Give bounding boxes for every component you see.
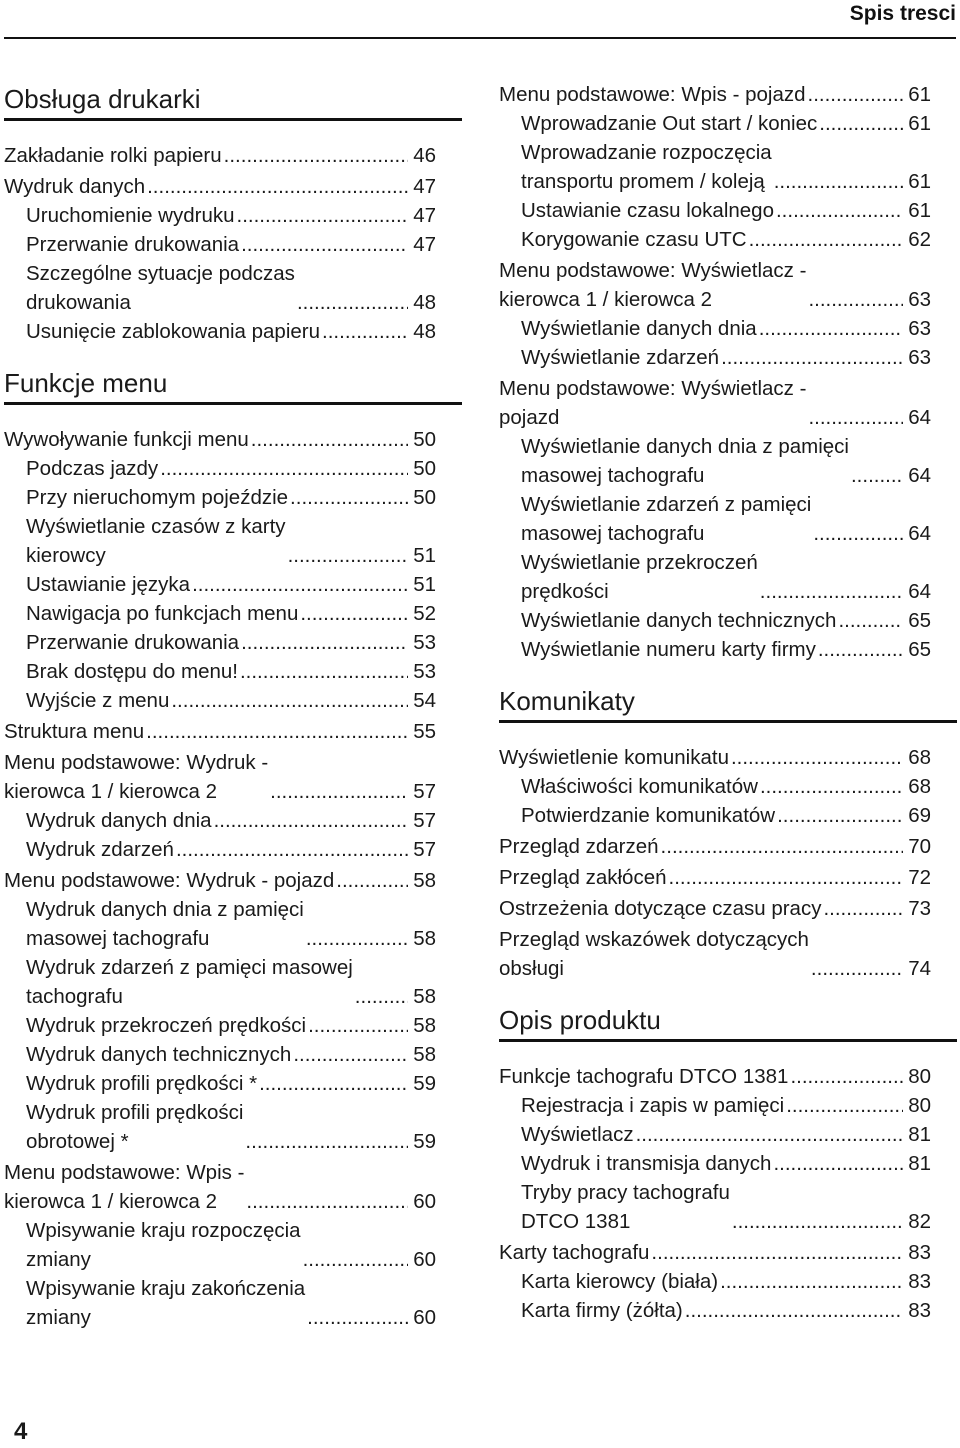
toc-entry-page: 64 [908,522,931,545]
toc-entry-title: Brak dostępu do menu! [26,660,238,683]
toc-entry[interactable] [499,225,931,254]
toc-entry-title: Przerwanie drukowania [26,233,240,256]
toc-entry-page: 47 [413,204,436,227]
dot-leader [813,519,903,548]
dot-leader [669,863,903,892]
dot-leader [192,570,408,599]
dot-leader [720,1267,903,1296]
toc-entry[interactable] [4,454,436,483]
toc-entry-page: 58 [413,1014,436,1037]
toc-entry-page: 73 [908,897,931,920]
toc-section [4,364,436,1332]
toc-entry[interactable] [499,548,931,606]
dot-leader [245,1127,408,1156]
dot-leader [224,141,408,170]
toc-entry[interactable] [499,925,931,983]
toc-entry[interactable] [499,1149,931,1178]
toc-entry[interactable] [499,635,931,664]
toc-entry[interactable] [4,835,436,864]
toc-entry-title: Wyświetlanie zdarzeń [521,346,720,369]
dot-leader [811,954,903,983]
dot-leader [293,1040,408,1069]
toc-entry-title: Usunięcie zablokowania papieru [26,320,321,343]
toc-entry[interactable] [4,1274,436,1332]
toc-entry[interactable] [4,628,436,657]
toc-entry-page: 52 [413,602,436,625]
dot-leader [651,1238,903,1267]
dot-leader [636,1120,903,1149]
toc-entry-title: Karta firmy (żółta) [521,1299,683,1322]
toc-entry-page: 50 [413,457,436,480]
toc-entry-page: 46 [413,144,436,167]
dot-leader [838,606,903,635]
dot-leader [355,982,408,1011]
toc-entry-page: 80 [908,1065,931,1088]
toc-entry-title: Tryby pracy tachografu DTCO 1381 [521,1181,730,1233]
toc-entry[interactable] [4,748,436,806]
toc-section [499,682,931,983]
toc-entry-page: 81 [908,1123,931,1146]
dot-leader [760,577,903,606]
toc-entry[interactable] [4,717,436,746]
toc-entry-page: 61 [908,170,931,193]
dot-leader [777,801,903,830]
toc-entry-title: Wyświetlacz [521,1123,634,1146]
toc-entry[interactable] [499,1120,931,1149]
dot-leader [732,1207,903,1236]
toc-section [499,1001,931,1325]
dot-leader [721,343,903,372]
toc-entry[interactable] [4,483,436,512]
toc-entry-page: 57 [413,780,436,803]
toc-entry-title: Wprowadzanie rozpoczęcia transportu promem / koleją [521,141,772,193]
toc-entry-title: Menu podstawowe: Wpis - pojazd [499,83,806,106]
toc-entry-page: 63 [908,317,931,340]
toc-entry-page: 51 [413,573,436,596]
toc-entry-page: 64 [908,464,931,487]
toc-entry-title: Korygowanie czasu UTC [521,228,747,251]
dot-leader [297,288,408,317]
toc-entry-page: 74 [908,957,931,980]
toc-entry-page: 58 [413,869,436,892]
toc-entry-title: Struktura menu [4,720,145,743]
toc-entry[interactable] [499,863,931,892]
dot-leader [819,109,903,138]
toc-entry-page: 54 [413,689,436,712]
toc-entry-page: 83 [908,1241,931,1264]
toc-entry[interactable] [4,317,436,346]
toc-entry-title: Przegląd wskazówek dotyczących obsługi [499,928,809,980]
toc-entry-title: Ostrzeżenia dotyczące czasu pracy [499,897,822,920]
toc-entry-page: 50 [413,428,436,451]
toc-entry-page: 47 [413,233,436,256]
toc-entry-page: 64 [908,406,931,429]
toc-entry-page: 68 [908,775,931,798]
toc-entry-title: Wydruk profili prędkości * [26,1072,258,1095]
toc-entry[interactable] [4,512,436,570]
toc-entry-title: Wywoływanie funkcji menu [4,428,249,451]
toc-entry-title: Karta kierowcy (biała) [521,1270,719,1293]
toc-entry-title: Wydruk danych dnia [26,809,212,832]
toc-entry-title: Wyświetlanie przekroczeń prędkości [521,551,758,603]
toc-entry[interactable] [4,1216,436,1274]
header-rule [4,37,956,39]
toc-entry[interactable] [499,894,931,923]
toc-entry-page: 81 [908,1152,931,1175]
toc-entry-title: Rejestracja i zapis w pamięci [521,1094,785,1117]
toc-entry-page: 48 [413,291,436,314]
toc-entry-page: 62 [908,228,931,251]
toc-entry-title: Przegląd zdarzeń [499,835,659,858]
toc-entry-title: Karty tachografu [499,1241,650,1264]
toc-entry-title: Wydruk zdarzeń [26,838,174,861]
dot-leader [237,201,408,230]
dot-leader [760,772,903,801]
toc-entry[interactable] [4,570,436,599]
dot-leader [160,454,408,483]
dot-leader [818,635,903,664]
toc-entry[interactable] [499,606,931,635]
toc-entry-title: Wydruk profili prędkości obrotowej * [26,1101,244,1153]
toc-entry-title: Wyświetlanie zdarzeń z pamięci masowej tachografu [521,493,812,545]
toc-entry-title: Przerwanie drukowania [26,631,240,654]
toc-entry-page: 65 [908,638,931,661]
toc-entry[interactable] [4,230,436,259]
toc-entry-title: Wyświetlanie danych dnia [521,317,757,340]
dot-leader [290,483,408,512]
toc-entry[interactable] [499,1238,931,1267]
dot-leader [308,1011,408,1040]
dot-leader [300,599,408,628]
toc-entry-page: 61 [908,199,931,222]
toc-entry[interactable] [499,832,931,861]
dot-leader [773,1149,903,1178]
toc-entry[interactable] [4,599,436,628]
toc-entry[interactable] [499,1062,931,1091]
toc-entry[interactable] [499,772,931,801]
toc-entry-page: 68 [908,746,931,769]
toc-entry-title: Przy nieruchomym pojeździe [26,486,289,509]
dot-leader [685,1296,903,1325]
dot-leader [176,835,408,864]
dot-leader [790,1062,903,1091]
dot-leader [214,806,408,835]
toc-entry-title: Funkcje tachografu DTCO 1381 [499,1065,789,1088]
toc-entry-page: 60 [413,1248,436,1271]
toc-entry-title: Wpisywanie kraju zakończenia zmiany [26,1277,306,1329]
toc-entry[interactable] [499,343,931,372]
toc-section [499,80,931,664]
toc-column-right [499,80,931,1325]
section-heading: Opis produktu [499,1001,957,1042]
dot-leader [731,743,903,772]
toc-entry-title: Wyświetlenie komunikatu [499,746,729,769]
toc-entry-page: 57 [413,838,436,861]
dot-leader [147,172,408,201]
toc-entry-page: 80 [908,1094,931,1117]
toc-entry-title: Podczas jazdy [26,457,159,480]
toc-entry[interactable] [4,686,436,715]
toc-entry-page: 82 [908,1210,931,1233]
toc-entry-page: 61 [908,112,931,135]
toc-entry-page: 57 [413,809,436,832]
dot-leader [808,285,903,314]
toc-entry[interactable] [4,1069,436,1098]
toc-entry-title: Menu podstawowe: Wyświetlacz - pojazd [499,377,807,429]
toc-entry-title: Wyświetlanie czasów z karty kierowcy [26,515,286,567]
dot-leader [241,628,408,657]
toc-entry[interactable] [499,743,931,772]
toc-entry[interactable] [499,432,931,490]
toc-entry-page: 63 [908,288,931,311]
dot-leader [246,1187,408,1216]
toc-entry-title: Uruchomienie wydruku [26,204,235,227]
toc-entry[interactable] [4,1011,436,1040]
section-heading: Funkcje menu [4,364,462,405]
toc-entry[interactable] [4,953,436,1011]
toc-entry[interactable] [4,1158,436,1216]
toc-entry-title: Właściwości komunikatów [521,775,758,798]
toc-entry[interactable] [499,1091,931,1120]
dot-leader [823,894,903,923]
toc-entry-page: 50 [413,486,436,509]
toc-entry[interactable] [499,801,931,830]
toc-entry-title: Wyświetlanie numeru karty firmy [521,638,816,661]
dot-leader [307,1303,408,1332]
toc-entry-page: 63 [908,346,931,369]
toc-entry-page: 59 [413,1072,436,1095]
toc-entry[interactable] [499,256,931,314]
toc-entry-title: Wydruk i transmisja danych [521,1152,772,1175]
toc-entry-page: 61 [908,83,931,106]
toc-entry-page: 83 [908,1270,931,1293]
toc-entry-title: Wydruk zdarzeń z pamięci masowej tachografu [26,956,353,1008]
dot-leader [259,1069,408,1098]
dot-leader [306,924,408,953]
dot-leader [776,196,903,225]
toc-entry-title: Ustawianie języka [26,573,191,596]
toc-entry-page: 47 [413,175,436,198]
toc-entry-page: 51 [413,544,436,567]
dot-leader [749,225,903,254]
toc-entry-title: Menu podstawowe: Wyświetlacz - kierowca 1 / kierowca 2 [499,259,807,311]
dot-leader [808,403,903,432]
dot-leader [303,1245,408,1274]
dot-leader [270,777,408,806]
toc-entry-page: 64 [908,580,931,603]
toc-entry[interactable] [499,1267,931,1296]
dot-leader [322,317,408,346]
toc-entry-page: 58 [413,927,436,950]
toc-entry[interactable] [4,141,436,170]
dot-leader [288,541,408,570]
toc-entry-title: Nawigacja po funkcjach menu [26,602,299,625]
toc-entry-title: Potwierdzanie komunikatów [521,804,776,827]
toc-entry-page: 72 [908,866,931,889]
toc-entry[interactable] [4,201,436,230]
toc-entry-title: Wydruk danych dnia z pamięci masowej tachografu [26,898,304,950]
toc-entry[interactable] [4,806,436,835]
dot-leader [759,314,903,343]
toc-entry-page: 59 [413,1130,436,1153]
toc-entry-title: Wyjście z menu [26,689,170,712]
dot-leader [661,832,903,861]
toc-entry[interactable] [4,1098,436,1156]
section-heading: Komunikaty [499,682,957,723]
toc-entry[interactable] [4,895,436,953]
toc-section [4,80,436,346]
toc-entry-title: Przegląd zakłóceń [499,866,667,889]
dot-leader [241,230,408,259]
toc-entry[interactable] [4,172,436,201]
toc-column-left [4,80,436,1332]
toc-entry-page: 70 [908,835,931,858]
toc-entry-title: Wyświetlanie danych technicznych [521,609,837,632]
dot-leader [240,657,408,686]
toc-entry-title: Menu podstawowe: Wydruk - pojazd [4,869,335,892]
toc-entry-title: Szczególne sytuacje podczas drukowania [26,262,295,314]
toc-entry-page: 58 [413,1043,436,1066]
toc-entry-title: Wydruk danych [4,175,146,198]
toc-entry[interactable] [4,657,436,686]
section-heading: Obsługa drukarki [4,80,462,121]
toc-entry-title: Wydruk przekroczeń prędkości [26,1014,307,1037]
toc-entry-page: 53 [413,660,436,683]
toc-entry-page: 55 [413,720,436,743]
dot-leader [171,686,408,715]
toc-entry[interactable] [499,490,931,548]
toc-entry[interactable] [499,1296,931,1325]
toc-entry[interactable] [499,138,931,196]
toc-entry-title: Wprowadzanie Out start / koniec [521,112,818,135]
page-number: 4 [14,1418,28,1445]
toc-entry-title: Menu podstawowe: Wydruk - kierowca 1 / kierowca 2 [4,751,269,803]
dot-leader [808,80,903,109]
toc-entry[interactable] [499,374,931,432]
toc-entry-page: 69 [908,804,931,827]
toc-entry-title: Menu podstawowe: Wpis - kierowca 1 / kierowca 2 [4,1161,245,1213]
toc-entry-page: 60 [413,1306,436,1329]
toc-entry[interactable] [4,866,436,895]
toc-entry-page: 60 [413,1190,436,1213]
toc-entry-title: Wydruk danych technicznych [26,1043,292,1066]
toc-entry-page: 65 [908,609,931,632]
toc-entry-title: Wpisywanie kraju rozpoczęcia zmiany [26,1219,301,1271]
toc-entry-title: Wyświetlanie danych dnia z pamięci masowej tachografu [521,435,849,487]
toc-entry[interactable] [4,1040,436,1069]
dot-leader [146,717,408,746]
toc-entry[interactable] [4,425,436,454]
dot-leader [336,866,408,895]
dot-leader [774,167,903,196]
toc-entry-page: 48 [413,320,436,343]
toc-entry-title: Ustawianie czasu lokalnego [521,199,774,222]
running-header-title: Spis tresci [849,2,956,25]
toc-entry-page: 53 [413,631,436,654]
toc-entry[interactable] [499,80,931,109]
toc-entry[interactable] [499,109,931,138]
toc-entry[interactable] [499,1178,931,1236]
toc-entry[interactable] [4,259,436,317]
toc-entry[interactable] [499,314,931,343]
toc-entry-page: 58 [413,985,436,1008]
dot-leader [851,461,903,490]
toc-entry-title: Zakładanie rolki papieru [4,144,222,167]
dot-leader [251,425,408,454]
dot-leader [786,1091,903,1120]
toc-entry-page: 83 [908,1299,931,1322]
toc-entry[interactable] [499,196,931,225]
